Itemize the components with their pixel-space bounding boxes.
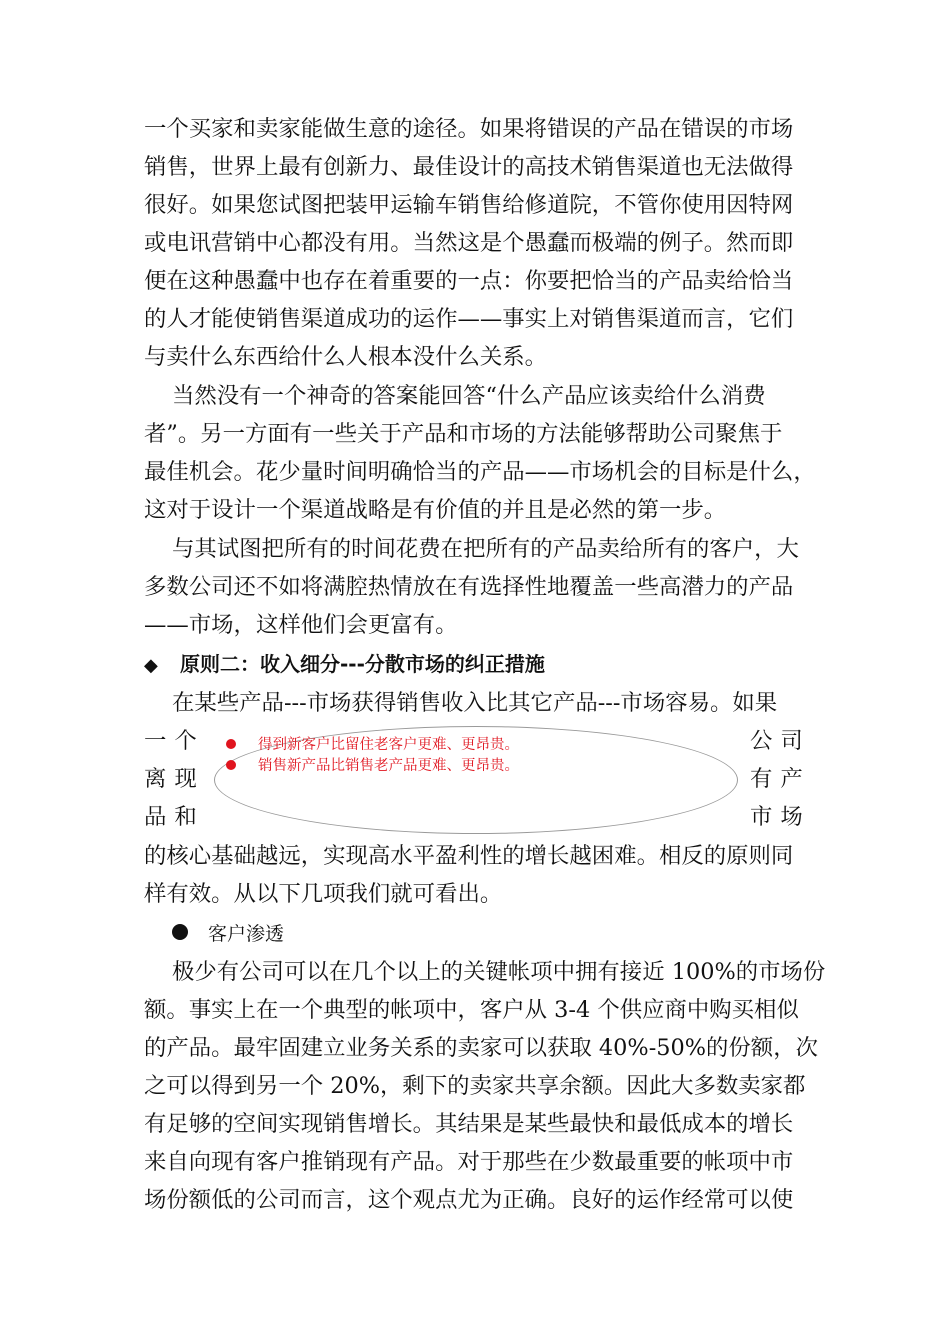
paragraph-5-line-2: 额。事实上在一个典型的帐项中，客户从 3-4 个供应商中购买相似 [144, 997, 799, 1023]
paragraph-2-line-3: 最佳机会。花少量时间明确恰当的产品——市场机会的目标是什么， [144, 459, 816, 485]
paragraph-5-line-5: 有足够的空间实现销售增长。其结果是某些最快和最低成本的增长 [144, 1111, 794, 1137]
paragraph-4-line-1: 在某些产品---市场获得销售收入比其它产品---市场容易。如果 [172, 690, 778, 716]
paragraph-1-line-5: 便在这种愚蠢中也存在着重要的一点：你要把恰当的产品卖给恰当 [144, 268, 794, 294]
bullet-item-text: 客户渗透 [208, 923, 285, 945]
paragraph-1-line-6: 的人才能使销售渠道成功的运作——事实上对销售渠道而言，它们 [144, 306, 794, 332]
paragraph-5-line-1: 极少有公司可以在几个以上的关键帐项中拥有接近 100%的市场份 [172, 959, 826, 985]
black-bullet-icon [172, 924, 188, 940]
section-heading-text: 原则二：收入细分---分散市场的纠正措施 [180, 652, 545, 676]
paragraph-4-line-6: 样有效。从以下几项我们就可看出。 [144, 881, 503, 907]
callout-item-2-text: 销售新产品比销售老产品更难、更昂贵。 [258, 758, 519, 774]
paragraph-4-split-right-1: 公司 [750, 728, 811, 754]
paragraph-4-split-right-3: 市场 [750, 804, 811, 830]
section-heading [144, 645, 816, 683]
diamond-bullet-icon: ◆ [144, 655, 158, 676]
paragraph-5-line-3: 的产品。最牢固建立业务关系的卖家可以获取 40%-50%的份额，次 [144, 1035, 818, 1061]
callout-item-2 [226, 755, 519, 777]
paragraph-1-line-7: 与卖什么东西给什么人根本没什么关系。 [144, 344, 548, 370]
paragraph-5-line-6: 来自向现有客户推销现有产品。对于那些在少数最重要的帐项中市 [144, 1149, 794, 1175]
paragraph-4-split-left-2: 离现 [144, 766, 205, 792]
paragraph-4-split-left-1: 一个 [144, 728, 205, 754]
paragraph-3-line-1: 与其试图把所有的时间花费在把所有的产品卖给所有的客户，大 [172, 536, 799, 562]
paragraph-2-line-2: 者”。另一方面有一些关于产品和市场的方法能够帮助公司聚焦于 [144, 421, 783, 447]
paragraph-1-line-4: 或电讯营销中心都没有用。当然这是个愚蠢而极端的例子。然而即 [144, 230, 794, 256]
paragraph-1-line-2: 销售，世界上最有创新力、最佳设计的高技术销售渠道也无法做得 [144, 154, 794, 180]
paragraph-5-line-4: 之可以得到另一个 20%，剩下的卖家共享余额。因此大多数卖家都 [144, 1073, 806, 1099]
paragraph-1-line-3: 很好。如果您试图把装甲运输车销售给修道院，不管你使用因特网 [144, 192, 794, 218]
bullet-item [172, 914, 816, 952]
paragraph-5-line-7: 场份额低的公司而言，这个观点尤为正确。良好的运作经常可以使 [144, 1187, 794, 1213]
callout-item-1 [226, 734, 519, 756]
red-bullet-icon [226, 760, 236, 770]
paragraph-1-line-1: 一个买家和卖家能做生意的途径。如果将错误的产品在错误的市场 [144, 116, 794, 142]
callout-item-1-text: 得到新客户比留住老客户更难、更昂贵。 [258, 737, 519, 753]
paragraph-4-split-left-3: 品和 [144, 804, 205, 830]
paragraph-4-split-right-2: 有产 [750, 766, 811, 792]
paragraph-2-line-4: 这对于设计一个渠道战略是有价值的并且是必然的第一步。 [144, 497, 727, 523]
paragraph-3-line-2: 多数公司还不如将满腔热情放在有选择性地覆盖一些高潜力的产品 [144, 574, 794, 600]
red-bullet-icon [226, 739, 236, 749]
paragraph-4-line-5: 的核心基础越远，实现高水平盈利性的增长越困难。相反的原则同 [144, 843, 794, 869]
paragraph-2-line-1: 当然没有一个神奇的答案能回答“什么产品应该卖给什么消费 [172, 383, 766, 409]
paragraph-3-line-3: ——市场，这样他们会更富有。 [144, 612, 458, 638]
